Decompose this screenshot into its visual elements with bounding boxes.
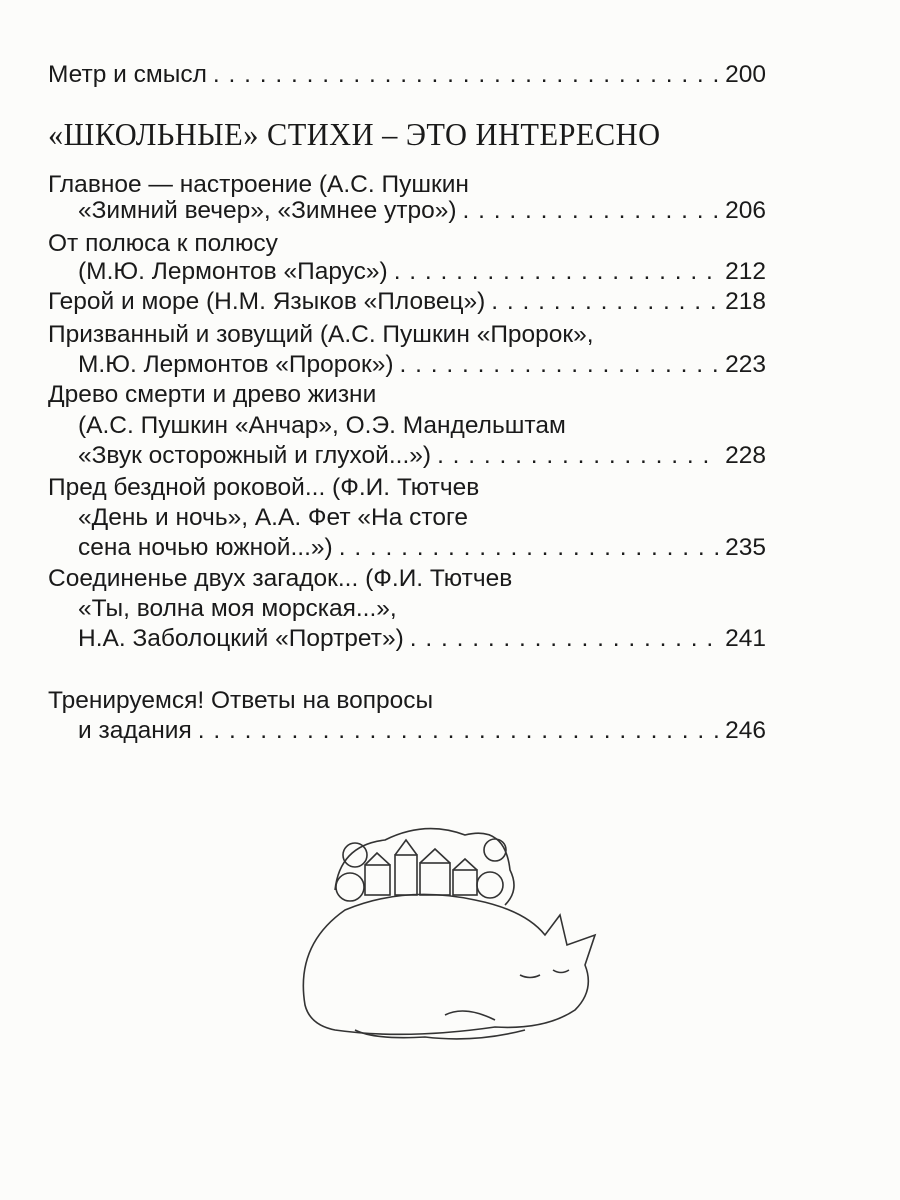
dot-leader: [213, 60, 719, 90]
toc-entry-line: [78, 441, 766, 471]
dot-leader: [339, 533, 719, 563]
entry-title: Тренируемся! Ответы на вопросы: [48, 687, 434, 714]
entry-title: Соединенье двух загадок... (Ф.И. Тютчев: [48, 565, 513, 592]
entry-title: сена ночью южной...»): [78, 534, 333, 561]
toc-entry-line: [78, 196, 766, 226]
page-number: 218: [725, 288, 766, 315]
entry-title: «Звук осторожный и глухой...»): [78, 442, 432, 469]
entry-title: (М.Ю. Лермонтов «Парус»): [78, 258, 388, 285]
entry-title: От полюса к полюсу: [48, 230, 278, 257]
toc-entry-line: [78, 257, 766, 287]
toc-entry-line: [78, 503, 766, 533]
page-number: 200: [725, 61, 766, 88]
page-number: 212: [725, 258, 766, 285]
entry-title: Метр и смысл: [48, 61, 207, 88]
toc-entry-line: [48, 320, 766, 350]
dot-leader: [410, 624, 719, 654]
sleeping-cat-with-town-illustration: [295, 815, 625, 1055]
toc-entry-line: [78, 716, 766, 746]
entry-title: и задания: [78, 717, 192, 744]
toc-entry-line: [48, 287, 766, 317]
toc-entry-line: [78, 594, 766, 624]
toc-entry-line: [48, 564, 766, 594]
dot-leader: [463, 196, 720, 226]
toc-entry-line: [78, 533, 766, 563]
entry-title: Призванный и зовущий (А.С. Пушкин «Пророк»,: [48, 321, 594, 348]
dot-leader: [400, 350, 720, 380]
entry-title: Пред бездной роковой... (Ф.И. Тютчев: [48, 474, 480, 501]
entry-title: Н.А. Заболоцкий «Портрет»): [78, 625, 404, 652]
entry-title: М.Ю. Лермонтов «Пророк»): [78, 351, 394, 378]
section-heading: «ШКОЛЬНЫЕ» СТИХИ – ЭТО ИНТЕРЕСНО: [48, 116, 661, 152]
dot-leader: [491, 287, 719, 317]
dot-leader: [394, 257, 719, 287]
page-number: 223: [725, 351, 766, 378]
entry-title: «Зимний вечер», «Зимнее утро»): [78, 197, 457, 224]
dot-leader: [437, 441, 719, 471]
entry-title: «День и ночь», А.А. Фет «На стоге: [78, 504, 468, 531]
page-number: 241: [725, 625, 766, 652]
toc-entry-line: [48, 686, 766, 716]
toc-entry-line: [48, 229, 766, 259]
page-number: 235: [725, 534, 766, 561]
page-number: 246: [725, 717, 766, 744]
entry-title: Главное — настроение (А.С. Пушкин: [48, 171, 469, 198]
page-number: 228: [725, 442, 766, 469]
toc-entry-line: [78, 411, 766, 441]
page-number: 206: [725, 197, 766, 224]
toc-entry-line: [48, 380, 766, 410]
cat-icon: [303, 894, 595, 1039]
toc-entry-line: [78, 350, 766, 380]
toc-entry-line: [78, 624, 766, 654]
entry-title: «Ты, волна моя морская...»,: [78, 595, 397, 622]
entry-title: Древо смерти и древо жизни: [48, 381, 377, 408]
town-icon: [335, 829, 514, 905]
entry-title: Герой и море (Н.М. Языков «Пловец»): [48, 288, 486, 315]
entry-title: (А.С. Пушкин «Анчар», О.Э. Мандельштам: [78, 412, 566, 439]
toc-entry-metr: [48, 60, 766, 90]
toc-entry-line: [48, 473, 766, 503]
dot-leader: [198, 716, 719, 746]
